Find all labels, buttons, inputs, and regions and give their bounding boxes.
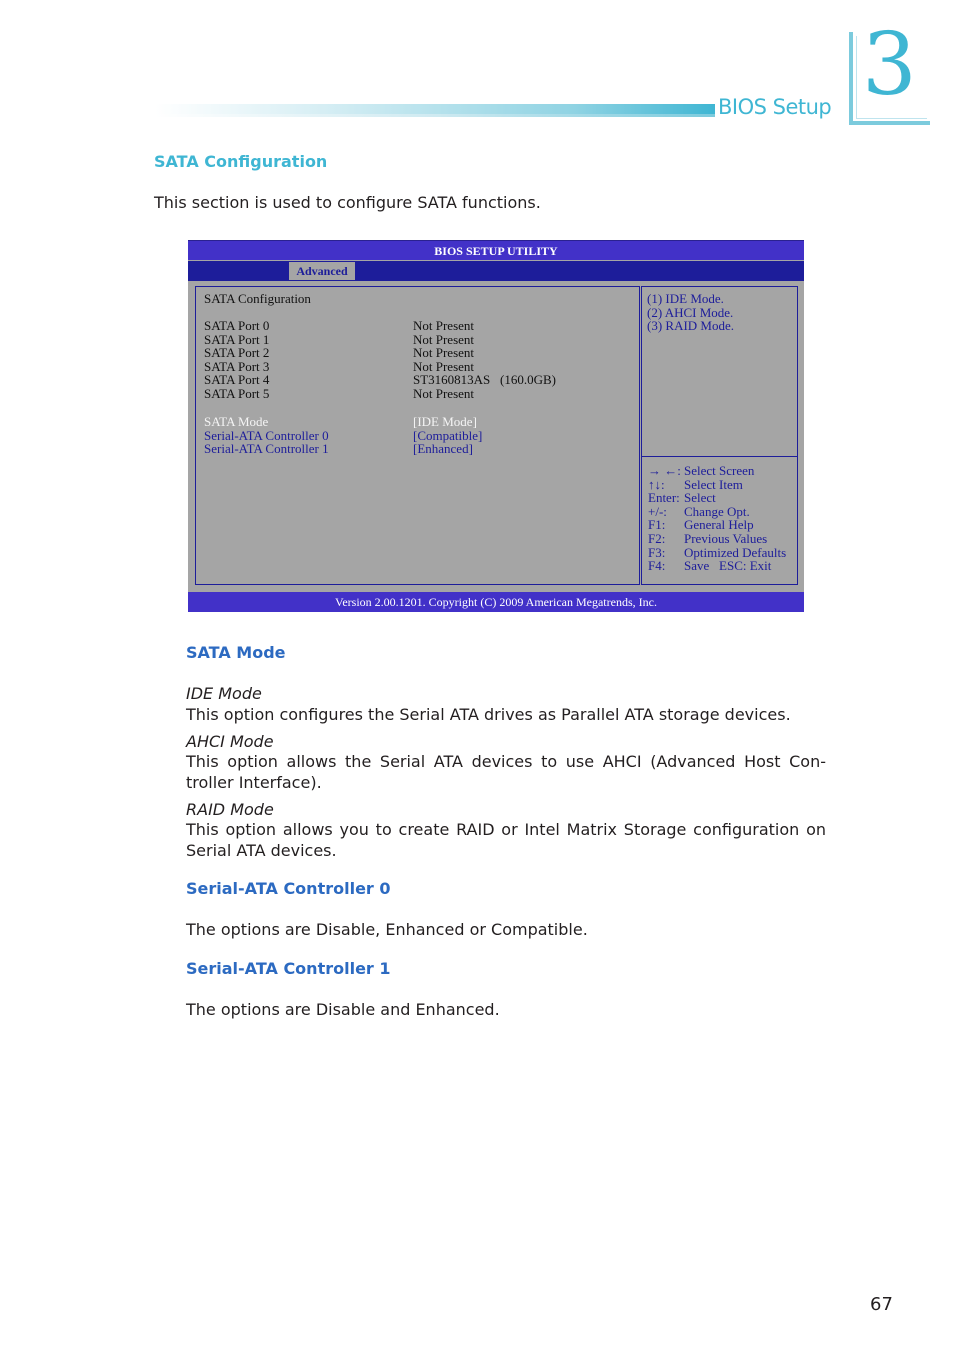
help-option-ahci: (2) AHCI Mode. [647, 304, 734, 320]
bios-key-legend [641, 456, 798, 585]
ahci-mode-text: This option allows the Serial ATA devices to use AHCI (Advanced Host Con-troller Interface). [186, 752, 826, 792]
sata-port-1-value: Not Present [413, 331, 475, 347]
key-select-screen-action: Select Screen [684, 463, 755, 478]
sata-configuration-heading: SATA Configuration [154, 152, 328, 171]
section-title: BIOS Setup [718, 95, 832, 119]
sata-port-3-value: Not Present [413, 358, 475, 374]
raid-mode-text: This option allows you to create RAID or Intel Matrix Storage configuration on Serial ATA devices. [186, 820, 826, 860]
sata-controller-1-label[interactable]: Serial-ATA Controller 1 [204, 441, 329, 457]
sata-port-4-label: SATA Port 4 [204, 372, 270, 388]
ide-mode-text: This option configures the Serial ATA drives as Parallel ATA storage devices. [186, 705, 791, 724]
intro-text: This section is used to configure SATA functions. [154, 193, 541, 212]
page-number: 67 [870, 1294, 893, 1315]
sata-port-5-value: Not Present [413, 386, 475, 401]
chapter-number: 3 [862, 15, 917, 115]
tab-advanced[interactable]: Advanced [289, 262, 355, 280]
sata-port-3-label: SATA Port 3 [204, 358, 270, 374]
header-decoration-line [155, 114, 715, 117]
bios-screenshot [188, 240, 804, 612]
chapter-box-bottom-edge [849, 121, 930, 125]
key-f2: F2: [648, 531, 666, 546]
bios-tab-bar [188, 261, 804, 281]
sata-port-4-value: ST3160813AS (160.0GB) [413, 372, 557, 388]
help-option-raid: (3) RAID Mode. [647, 318, 735, 334]
bios-title-bar: BIOS SETUP UTILITY [188, 240, 804, 260]
key-f2-action: Previous Values [684, 531, 768, 546]
ahci-mode-title: AHCI Mode [186, 732, 274, 751]
sata-controller-0-label[interactable]: Serial-ATA Controller 0 [204, 427, 329, 443]
sata-mode-label[interactable]: SATA Mode [204, 414, 269, 429]
key-select-screen: → ←: [648, 463, 681, 478]
sata-port-5-label: SATA Port 5 [204, 386, 270, 401]
sata-port-0-label: SATA Port 0 [204, 318, 270, 333]
bios-help-panel [641, 286, 798, 457]
chapter-box-left-edge [849, 32, 853, 125]
key-f4-action: Save ESC: Exit [684, 558, 772, 574]
ide-mode-title: IDE Mode [186, 684, 262, 703]
key-f3: F3: [648, 544, 666, 560]
sata-controller-0-text: The options are Disable, Enhanced or Compatible. [186, 920, 588, 939]
raid-mode-title: RAID Mode [186, 800, 274, 819]
bios-main-panel [195, 286, 640, 585]
sata-mode-value[interactable]: [IDE Mode] [413, 414, 477, 429]
key-change-opt: +/-: [648, 503, 667, 519]
sata-controller-1-text: The options are Disable and Enhanced. [186, 1000, 500, 1019]
sata-mode-heading: SATA Mode [186, 643, 286, 662]
key-enter-action: Select [684, 490, 716, 506]
key-select-item: ↑↓: [648, 476, 665, 492]
key-select-item-action: Select Item [684, 476, 743, 492]
key-f1: F1: [648, 517, 666, 533]
sata-port-2-value: Not Present [413, 345, 475, 361]
bios-panel-title: SATA Configuration [204, 291, 311, 306]
sata-port-2-label: SATA Port 2 [204, 345, 270, 361]
key-change-opt-action: Change Opt. [684, 503, 750, 519]
sata-port-1-label: SATA Port 1 [204, 331, 270, 347]
key-enter: Enter: [648, 490, 680, 506]
sata-controller-0-heading: Serial-ATA Controller 0 [186, 879, 391, 898]
key-f4: F4: [648, 558, 666, 574]
key-f3-action: Optimized Defaults [684, 544, 787, 560]
help-option-ide: (1) IDE Mode. [647, 291, 724, 306]
key-f1-action: General Help [684, 517, 754, 533]
bios-footer: Version 2.00.1201. Copyright (C) 2009 American Megatrends, Inc. [188, 592, 804, 612]
sata-port-0-value: Not Present [413, 318, 475, 333]
sata-controller-1-heading: Serial-ATA Controller 1 [186, 959, 391, 978]
sata-controller-1-value[interactable]: [Enhanced] [413, 441, 473, 457]
sata-controller-0-value[interactable]: [Compatible] [413, 427, 483, 443]
